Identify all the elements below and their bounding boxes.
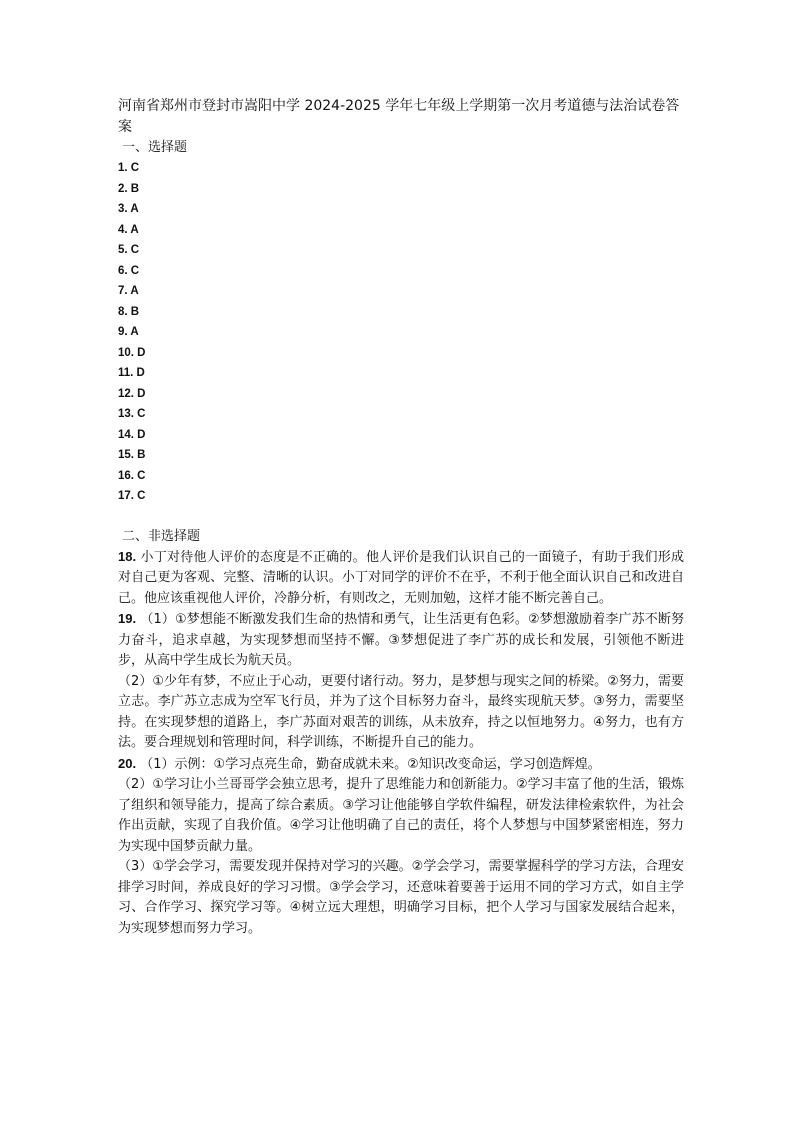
question-number: 20. (118, 755, 137, 771)
question-number: 18. (118, 548, 137, 564)
choice-answer: 5. C (118, 244, 140, 256)
answer-20-part1 (118, 754, 684, 776)
choice-answer: 3. A (118, 203, 139, 215)
answer-20-part3: （3）①学会学习，需要发现并保持对学习的兴趣。②学会学习，需要掌握科学的学习方法，合理安排学习时间，养成良好的学习习惯。③学会学习，还意味着要善于运用不同的学习方式，如自主学习、合作学习、探究学习等。④树立远大理想，明确学习目标，把个人学习与国家发展结合起来，为实现梦想而努力学习。 (118, 859, 684, 936)
choice-answer: 4. A (118, 223, 139, 236)
answer-text: （1）示例：①学习点亮生命，勤奋成就未来。②知识改变命运，学习创造辉煌。 (136, 756, 601, 772)
choice-answer-list (118, 158, 684, 507)
answer-text: 小丁对待他人评价的态度是不正确的。他人评价是我们认识自己的一面镜子，有助于我们形成对自己更为客观、完整、清晰的认识。小丁对同学的评价不在乎，不利于他全面认识自己和改进自己。他应该重视他人评价，冷静分析，有则改之，无则加勉，这样才能不断完善自己。 (118, 549, 684, 606)
choice-answer: 14. D (118, 428, 146, 441)
choice-answer: 13. C (118, 408, 146, 420)
choice-answer: 10. D (118, 346, 146, 359)
choice-answer: 1. C (118, 162, 140, 174)
section-heading-choice: 一、选择题 (122, 140, 188, 155)
choice-answer: 15. B (118, 449, 146, 461)
question-number: 19. (118, 611, 137, 626)
answer-18 (118, 547, 684, 610)
choice-answer: 7. A (118, 285, 139, 297)
answer-19-part2: （2）①少年有梦，不应止于心动，更要付诸行动。努力，是梦想与现实之间的桥梁。②努力，需要立志。李广苏立志成为空军飞行员，并为了这个目标努力奋斗，最终实现航天梦。③努力，需要坚持。在实现梦想的道路上，李广苏面对艰苦的训练，从未放弃，持之以恒地努力。④努力，也有方法。要合理规划和管理时间，科学训练，不断提升自己的能力。 (118, 673, 684, 750)
answer-19-part1 (118, 609, 684, 672)
answer-20-part2: （2）①学习让小兰哥哥学会独立思考，提升了思维能力和创新能力。②学习丰富了他的生活，锻炼了组织和领导能力，提高了综合素质。③学习让他能够自学软件编程，研发法律检索软件，为社会作出贡献，实现了自我价值。④学习让他明确了自己的责任，将个人梦想与中国梦紧密相连，努力为实现中国梦贡献力量。 (118, 777, 684, 854)
document-title: 河南省郑州市登封市嵩阳中学 2024-2025 学年七年级上学期第一次月考道德与法治试卷答案 (118, 98, 680, 135)
choice-answer: 11. D (118, 367, 145, 379)
section-heading-nonchoice: 二、非选择题 (122, 528, 201, 544)
answer-document (118, 96, 684, 939)
choice-answer: 2. B (118, 182, 140, 195)
choice-answer: 9. A (118, 326, 139, 338)
choice-answer: 6. C (118, 264, 140, 277)
answer-text: （1）①梦想能不断激发我们生命的热情和勇气，让生活更有色彩。②梦想激励着李广苏不断努力奋斗，追求卓越，为实现梦想而坚持不懈。③梦想促进了李广苏的成长和发展，引领他不断进步，从高中学生成长为航天员。 (118, 612, 684, 668)
section-spacer (118, 507, 684, 527)
choice-answer: 17. C (118, 490, 146, 502)
choice-answer: 16. C (118, 469, 146, 482)
choice-answer: 12. D (118, 387, 146, 400)
choice-answer: 8. B (118, 305, 140, 318)
